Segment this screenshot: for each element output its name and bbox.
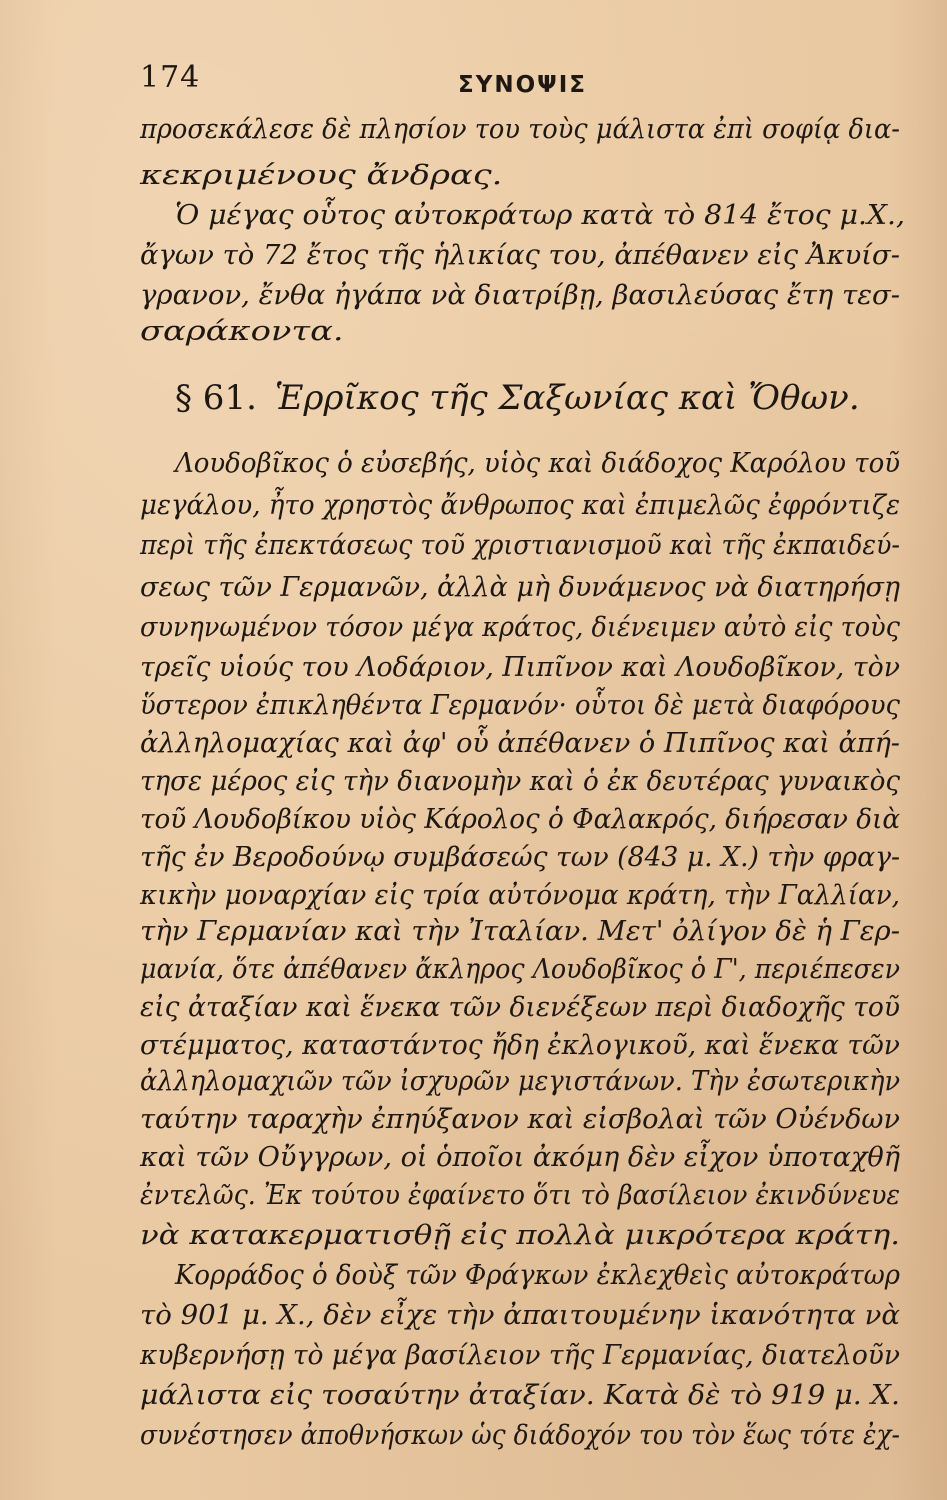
text-line: Λουδοβῖκος ὁ εὐσεβής, υἱὸς καὶ διάδοχος Καρόλου τοῦ: [175, 448, 901, 479]
text-line: στέμματος, καταστάντος ἤδη ἐκλογικοῦ, καὶ ἕνεκα τῶν: [140, 1030, 900, 1061]
section-number: § 61.: [175, 378, 257, 418]
text-line: κικὴν μοναρχίαν εἰς τρία αὐτόνομα κράτη, τὴν Γαλλίαν,: [140, 880, 900, 911]
text-line: Ὁ μέγας οὗτος αὐτοκράτωρ κατὰ τὸ 814 ἔτος μ.Χ.,: [175, 200, 905, 231]
text-line: τησε μέρος εἰς τὴν διανομὴν καὶ ὁ ἐκ δευτέρας γυναικὸς: [140, 766, 900, 797]
text-line: ὕστερον ἐπικληθέντα Γερμανόν· οὗτοι δὲ μετὰ διαφόρους: [140, 690, 900, 721]
text-line: τρεῖς υἱούς του Λοδάριον, Πιπῖνον καὶ Λουδοβῖκον, τὸν: [140, 652, 900, 683]
section-title: Ἑρρῖκος τῆς Σαξωνίας καὶ Ὄθων.: [274, 378, 860, 418]
text-line: κυβερνήσῃ τὸ μέγα βασίλειον τῆς Γερμανίας, διατελοῦν: [140, 1340, 900, 1371]
text-line: μεγάλου, ἦτο χρηστὸς ἄνθρωπος καὶ ἐπιμελῶς ἐφρόντιζε: [140, 490, 901, 521]
text-line: ἐντελῶς. Ἐκ τούτου ἐφαίνετο ὅτι τὸ βασίλειον ἐκινδύνευε: [140, 1180, 901, 1211]
text-line: σαράκοντα.: [140, 316, 344, 347]
text-line: γρανον, ἔνθα ἠγάπα νὰ διατρίβῃ, βασιλεύσας ἔτη τεσ-: [140, 280, 901, 311]
section-heading: [175, 378, 860, 418]
page-number: 174: [140, 60, 201, 95]
text-line: μάλιστα εἰς τοσαύτην ἀταξίαν. Κατὰ δὲ τὸ 919 μ. Χ.: [140, 1380, 900, 1411]
text-line: μανία, ὅτε ἀπέθανεν ἄκληρος Λουδοβῖκος ὁ Γ', περιέπεσεν: [140, 954, 901, 985]
text-line: τὸ 901 μ. Χ., δὲν εἶχε τὴν ἀπαιτουμένην ἱκανότητα νὰ: [140, 1300, 901, 1331]
text-line: τοῦ Λουδοβίκου υἱὸς Κάρολος ὁ Φαλακρός, διήρεσαν διὰ: [140, 804, 901, 835]
text-line: κεκριμένους ἄνδρας.: [140, 160, 503, 191]
text-line: προσεκάλεσε δὲ πλησίον του τοὺς μάλιστα ἐπὶ σοφίᾳ δια-: [140, 114, 900, 145]
text-line: περὶ τῆς ἐπεκτάσεως τοῦ χριστιανισμοῦ καὶ τῆς ἐκπαιδεύ-: [140, 530, 900, 561]
text-line: ἄγων τὸ 72 ἔτος τῆς ἡλικίας του, ἀπέθανεν εἰς Ἀκυίσ-: [140, 240, 901, 271]
running-head: ΣΥΝΟΨΙΣ: [458, 72, 587, 98]
text-line: Κορράδος ὁ δοὺξ τῶν Φράγκων ἐκλεχθεὶς αὐτοκράτωρ: [175, 1260, 900, 1291]
text-line: ταύτην ταραχὴν ἐπηύξανον καὶ εἰσβολαὶ τῶν Οὐένδων: [140, 1104, 900, 1135]
text-line: σεως τῶν Γερμανῶν, ἀλλὰ μὴ δυνάμενος νὰ διατηρήσῃ: [140, 572, 901, 603]
text-line: καὶ τῶν Οὔγγρων, οἱ ὁποῖοι ἀκόμη δὲν εἶχον ὑποταχθῆ: [140, 1142, 900, 1173]
text-line: συνηνωμένον τόσον μέγα κράτος, διένειμεν αὐτὸ εἰς τοὺς: [140, 612, 900, 643]
text-line: ἀλληλομαχιῶν τῶν ἰσχυρῶν μεγιστάνων. Τὴν ἐσωτερικὴν: [140, 1066, 901, 1097]
text-line: νὰ κατακερματισθῇ εἰς πολλὰ μικρότερα κράτη.: [140, 1220, 901, 1251]
text-line: τὴν Γερμανίαν καὶ τὴν Ἰταλίαν. Μετ' ὀλίγον δὲ ἡ Γερ-: [140, 916, 901, 947]
text-line: εἰς ἀταξίαν καὶ ἕνεκα τῶν διενέξεων περὶ διαδοχῆς τοῦ: [140, 992, 901, 1023]
text-line: ἀλληλομαχίας καὶ ἀφ' οὗ ἀπέθανεν ὁ Πιπῖνος καὶ ἀπή-: [140, 728, 900, 759]
text-line: τῆς ἐν Βεροδούνῳ συμβάσεώς των (843 μ. Χ.) τὴν φραγ-: [140, 842, 901, 873]
text-line: συνέστησεν ἀποθνήσκων ὡς διάδοχόν του τὸν ἕως τότε ἐχ-: [140, 1420, 901, 1451]
